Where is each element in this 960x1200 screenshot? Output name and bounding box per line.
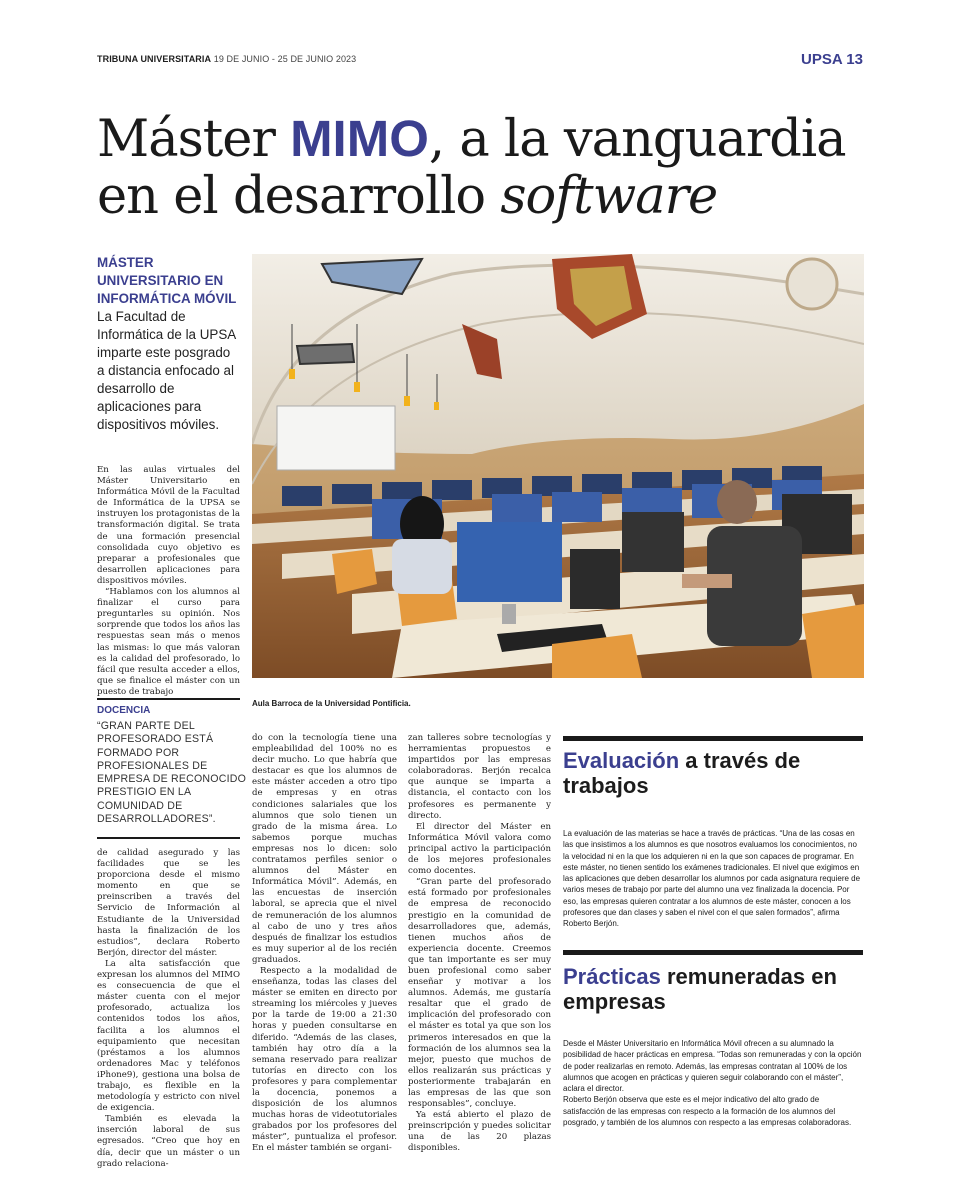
section-page-number: UPSA 13 <box>801 51 863 68</box>
paragraph: Roberto Berjón observa que este es el mejor indicativo del alto grado de satisfacción de las empresas con respecto a la formación de los alumnos del posgrado, y también de los alumnos con respecto a las empresas colaboradoras. <box>563 1095 852 1128</box>
sidebar-rule <box>563 736 863 741</box>
section-rule <box>97 837 240 839</box>
body-column-1-top <box>97 465 240 698</box>
paragraph: de calidad asegurado y las facilidades que se les proporciona desde el mismo momento en que se preinscriben a través del Servicio de Información al Estudiante de la Universidad hasta la finalización de los estudios”, declara Roberto Berjón, director del máster. <box>97 848 240 958</box>
lead-text: La Facultad de Informática de la UPSA imparte este posgrado a distancia enfocado al desarrollo de aplicaciones para dispositivos móviles. <box>97 309 236 432</box>
sidebar-title-rest: remuneradas en empresas <box>563 964 837 1014</box>
section-rule <box>97 698 240 700</box>
paragraph: El director del Máster en Informática Móvil valora como principal activo la participación de los mejores profesionales como docentes. <box>408 821 551 877</box>
paragraph: do con la tecnología tiene una empleabilidad del 100% no es decir mucho. Lo que habría que destacar es que los alumnos de este máster acceden a otro tipo de empresas y en otras condiciones salariales que los alumnos que solo tienen un grado de la misma área. Lo sabemos porque muchas empresas nos lo dicen: solo contratamos perfiles senior o alumnos del Máster en Informática Móvil”. Además, en las encuestas de inserción laboral, se aprecia que el nivel de remuneración de los alumnos al cabo de uno y tres años después de finalizar los estudios es muy superior al de los recién graduados. <box>252 733 397 965</box>
sidebar-evaluacion-text: La evaluación de las materias se hace a través de prácticas. “Una de las cosas en las que insistimos a los alumnos es que nosotros evaluamos los conocimientos, no la velocidad ni en la que los adquieren ni en la que son capaces de programar. En este máster, no tienen sentido los exámenes tradicionales. El nivel que exigimos en las aplicaciones que deben desarrollar los alumnos por cada asignatura requiere de varios meses de trabajo por parte del alumno una vez finalizada la docencia. Por eso, las empresas quieren contratar a los alumnos de este máster, conocen a los profesores que dan clases y saben el nivel con el que salen formados”, afirma Roberto Berjón. <box>563 829 861 929</box>
docencia-title: DOCENCIA <box>97 705 151 716</box>
body-column-1-bottom <box>97 848 240 1170</box>
masthead <box>97 54 356 64</box>
sidebar-evaluacion-title <box>563 748 863 798</box>
lead-caps: MÁSTER UNIVERSITARIO EN INFORMÁTICA MÓVIL <box>97 255 237 306</box>
sidebar-title-rest: a través de trabajos <box>563 748 801 798</box>
headline-part1: Máster <box>97 110 291 169</box>
body-column-2 <box>252 733 397 1155</box>
paragraph: También es elevada la inserción laboral de sus egresados. “Creo que hoy en día, decir que un máster o un grado relaciona- <box>97 1114 240 1169</box>
headline-italic: software <box>500 167 718 226</box>
docencia-pullquote: “GRAN PARTE DEL PROFESORADO ESTÁ FORMADO POR PROFESIONALES DE EMPRESA DE RECONOCIDO PRESTIGIO EN LA COMUNIDAD DE DESARROLLADORES”. <box>97 720 247 826</box>
sidebar-rule <box>563 950 863 955</box>
paragraph: Ya está abierto el plazo de preinscripción y puedes solicitar una de las 20 plazas disponibles. <box>408 1110 551 1154</box>
sidebar-practicas-text <box>563 1038 863 1128</box>
paragraph: Desde el Máster Universitario en Informática Móvil ofrecen a su alumnado la posibilidad de hacer prácticas en empresa. “Todas son remuneradas y con la opción de poder realizarlas en remoto. Además, las empresas contratan al 100% de los alumnos que acogen en prácticas y quieren seguir colaborando con el máster”, aclara el director. <box>563 1039 862 1094</box>
sidebar-practicas-title <box>563 964 863 1014</box>
publication-name: TRIBUNA UNIVERSITARIA <box>97 54 212 64</box>
body-column-3 <box>408 733 551 1155</box>
paragraph: “Hablamos con los alumnos al finalizar el curso para preguntarles su opinión. Nos sorprende que todos los años las respuestas sean más o menos las mismas: lo que más valoran es la calidad del profesorado, lo fácil que resulta acceder a ellos, que se finalice el máster con un puesto de trabajo <box>97 587 240 697</box>
paragraph: zan talleres sobre tecnologías y herramientas propuestos e impartidos por las empresas colaboradoras. Berjón recalca que aunque se imparta a distancia, el contacto con los profesores es permanente y directo. <box>408 733 551 821</box>
sidebar-title-accent: Evaluación <box>563 748 680 773</box>
classroom-photo <box>252 254 864 678</box>
photo-caption: Aula Barroca de la Universidad Pontificia. <box>252 699 411 708</box>
headline <box>97 110 877 225</box>
sidebar-title-accent: Prácticas <box>563 964 661 989</box>
lead-paragraph <box>97 254 238 434</box>
paragraph: Respecto a la modalidad de enseñanza, todas las clases del máster se emiten en directo por streaming los miércoles y jueves por la tarde de 19:00 a 21:30 horas y pueden consultarse en diferido. “Además de las clases, también hay otro día a la semana reservado para realizar tutorías en directo con los profesores y para complementar la docencia, ponemos a disposición de los alumnos muchas horas de videotutoriales grabados por los profesores del máster”, puntualiza el profesor. En el máster también se organi- <box>252 965 397 1154</box>
headline-part2: , a la vanguardia <box>428 110 846 169</box>
headline-highlight: MIMO <box>290 110 429 167</box>
paragraph: La alta satisfacción que expresan los alumnos del MIMO es consecuencia de que el máster cuenta con el mejor profesorado, actualiza los contenidos todos los años, facilita a los alumnos el equipamiento que necesitan (préstamos a los alumnos ordenadores Mac y teléfonos iPhone9), gestiona una bolsa de trabajo, es flexible en la metodología y estricto con nivel de exigencia. <box>97 958 240 1114</box>
issue-dates: 19 DE JUNIO - 25 DE JUNIO 2023 <box>213 54 357 64</box>
headline-line2: en el desarrollo <box>97 167 501 226</box>
paragraph: En las aulas virtuales del Máster Universitario en Informática Móvil de la Facultad de Informática de la UPSA se instruyen los protagonistas de la transformación digital. Se trata de una formación presencial consolidada cuyo objetivo es preparar a profesionales que desarrollen aplicaciones para dispositivos móviles. <box>97 465 240 586</box>
paragraph: “Gran parte del profesorado está formado por profesionales de empresa de reconocido prestigio en la comunidad de desarrolladores que, además, tienen muchos años de experiencia docente. Creemos que tan importante es ser muy buen profesional como saber enseñar y motivar a los alumnos. Además, me gustaría resaltar que el grado de implicación del profesorado con el máster es total ya que son los primeros interesados en que la formación de los alumnos sea la mejor, puesto que muchos de ellos realizarán sus prácticas y posteriormente trabajarán en las empresas de las que son responsables”, concluye. <box>408 877 551 1110</box>
